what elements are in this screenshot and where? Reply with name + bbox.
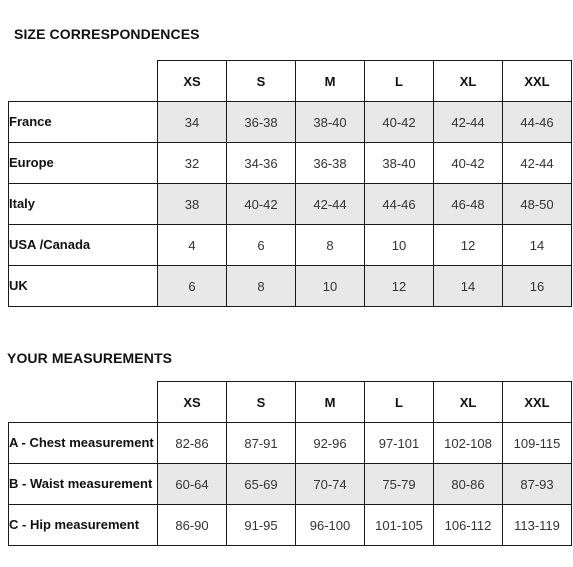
table-cell: 10 xyxy=(296,266,365,307)
table-cell: 4 xyxy=(158,225,227,266)
table-row xyxy=(9,505,572,546)
table-cell: 75-79 xyxy=(365,464,434,505)
table-header-row xyxy=(9,61,572,102)
table-cell: 48-50 xyxy=(503,184,572,225)
table-cell: 36-38 xyxy=(227,102,296,143)
table-cell: 102-108 xyxy=(434,423,503,464)
table-cell: 92-96 xyxy=(296,423,365,464)
table-row xyxy=(9,102,572,143)
table-cell: 38-40 xyxy=(365,143,434,184)
column-header: L xyxy=(365,61,434,102)
table-cell: 80-86 xyxy=(434,464,503,505)
table-cell: 60-64 xyxy=(158,464,227,505)
column-header: XXL xyxy=(503,61,572,102)
table-cell: 38 xyxy=(158,184,227,225)
table-cell: 42-44 xyxy=(296,184,365,225)
table-row xyxy=(9,266,572,307)
table-cell: 91-95 xyxy=(227,505,296,546)
corner-cell xyxy=(9,382,158,423)
table-cell: 6 xyxy=(158,266,227,307)
table-cell: 70-74 xyxy=(296,464,365,505)
corner-cell xyxy=(9,61,158,102)
row-label: USA /Canada xyxy=(9,225,158,266)
row-label: A - Chest measurement xyxy=(9,423,158,464)
column-header: S xyxy=(227,382,296,423)
row-label: France xyxy=(9,102,158,143)
table-cell: 8 xyxy=(296,225,365,266)
table-cell: 65-69 xyxy=(227,464,296,505)
size-correspondences-title: SIZE CORRESPONDENCES xyxy=(14,26,200,42)
table-row xyxy=(9,143,572,184)
row-label: C - Hip measurement xyxy=(9,505,158,546)
table-cell: 32 xyxy=(158,143,227,184)
your-measurements-table xyxy=(8,381,572,546)
table-cell: 38-40 xyxy=(296,102,365,143)
table-cell: 40-42 xyxy=(434,143,503,184)
table-cell: 42-44 xyxy=(503,143,572,184)
column-header: XL xyxy=(434,382,503,423)
column-header: L xyxy=(365,382,434,423)
row-label: UK xyxy=(9,266,158,307)
table-cell: 42-44 xyxy=(434,102,503,143)
table-cell: 12 xyxy=(365,266,434,307)
table-cell: 40-42 xyxy=(365,102,434,143)
table-cell: 44-46 xyxy=(503,102,572,143)
table-cell: 34-36 xyxy=(227,143,296,184)
table-header-row xyxy=(9,382,572,423)
table-cell: 106-112 xyxy=(434,505,503,546)
table-cell: 14 xyxy=(503,225,572,266)
table-cell: 8 xyxy=(227,266,296,307)
column-header: S xyxy=(227,61,296,102)
table-cell: 16 xyxy=(503,266,572,307)
table-cell: 101-105 xyxy=(365,505,434,546)
table-cell: 113-119 xyxy=(503,505,572,546)
table-cell: 44-46 xyxy=(365,184,434,225)
row-label: Italy xyxy=(9,184,158,225)
table-cell: 97-101 xyxy=(365,423,434,464)
table-cell: 40-42 xyxy=(227,184,296,225)
column-header: XS xyxy=(158,382,227,423)
table-cell: 87-93 xyxy=(503,464,572,505)
table-cell: 82-86 xyxy=(158,423,227,464)
table-cell: 86-90 xyxy=(158,505,227,546)
table-cell: 87-91 xyxy=(227,423,296,464)
table-row xyxy=(9,184,572,225)
row-label: B - Waist measurement xyxy=(9,464,158,505)
size-correspondences-table xyxy=(8,60,572,307)
table-cell: 109-115 xyxy=(503,423,572,464)
table-cell: 14 xyxy=(434,266,503,307)
column-header: M xyxy=(296,61,365,102)
table-cell: 46-48 xyxy=(434,184,503,225)
table-cell: 12 xyxy=(434,225,503,266)
table-cell: 6 xyxy=(227,225,296,266)
row-label: Europe xyxy=(9,143,158,184)
your-measurements-title: YOUR MEASUREMENTS xyxy=(7,350,173,366)
table-cell: 36-38 xyxy=(296,143,365,184)
table-row xyxy=(9,464,572,505)
column-header: M xyxy=(296,382,365,423)
table-row xyxy=(9,225,572,266)
table-cell: 34 xyxy=(158,102,227,143)
column-header: XXL xyxy=(503,382,572,423)
column-header: XL xyxy=(434,61,503,102)
table-cell: 10 xyxy=(365,225,434,266)
table-row xyxy=(9,423,572,464)
column-header: XS xyxy=(158,61,227,102)
table-cell: 96-100 xyxy=(296,505,365,546)
